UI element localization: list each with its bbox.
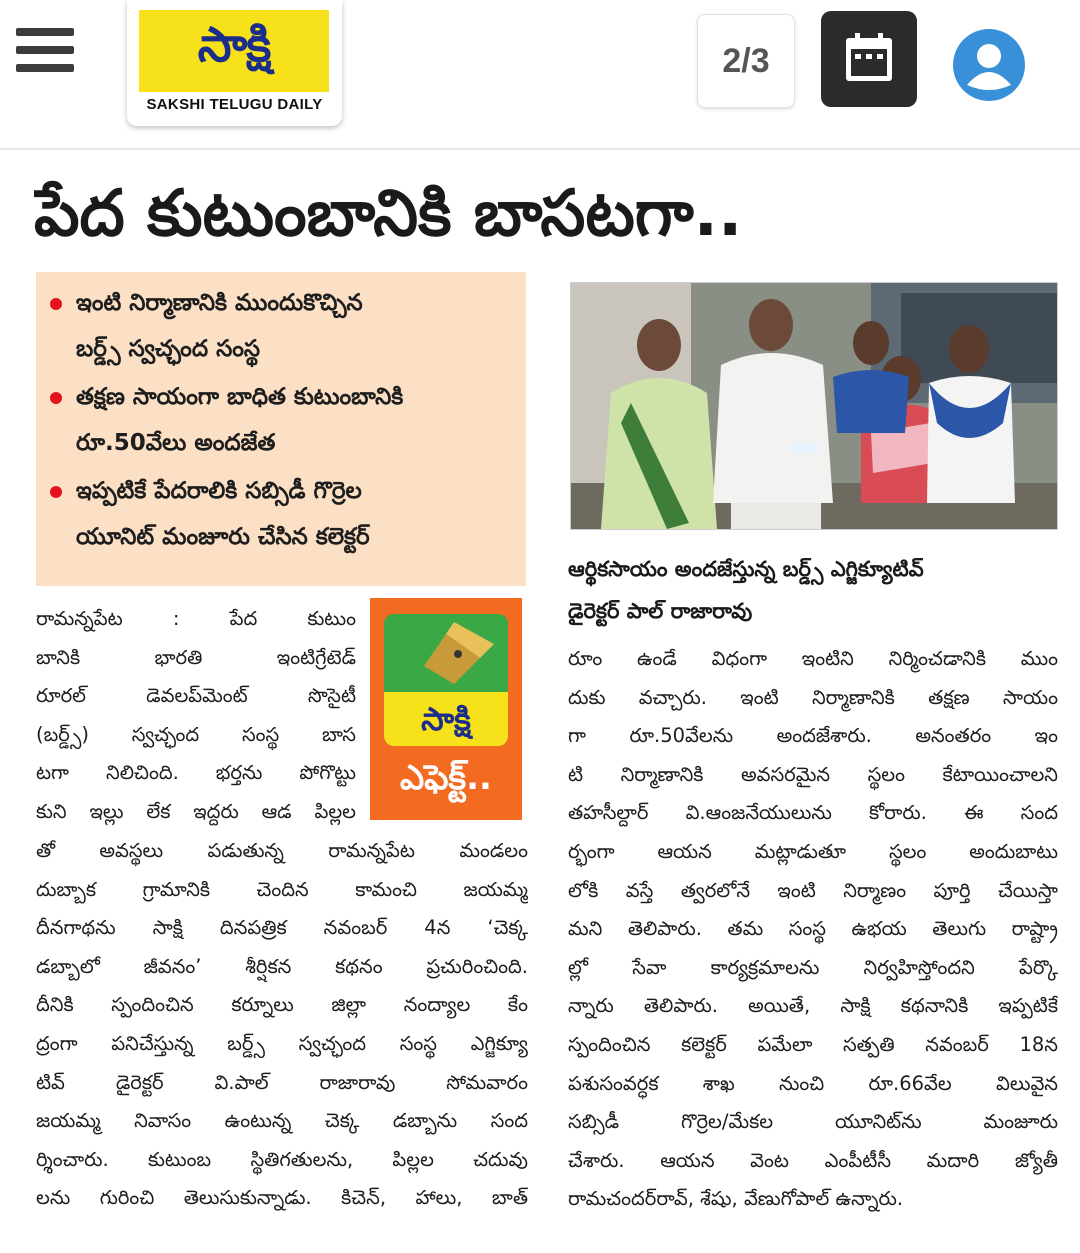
bullet-icon (50, 298, 62, 310)
effect-text: ఎఫెక్ట్.. (400, 758, 492, 798)
body-line: రూరల్ డెవలప్‌మెంట్ సొసైటీ (36, 684, 356, 708)
body-line: డబ్బాలో జీవనం’ శీర్షికన కథనం ప్రచురించింది. (36, 954, 528, 978)
highlight-line: యూనిట్ మంజూరు చేసిన కలెక్టర్ (76, 524, 370, 550)
body-line: ర్భంగా ఆయన మట్లాడుతూ స్థలం అందుబాటు (568, 839, 1058, 863)
article-headline: పేద కుటుంబానికి బాసటగా.. (34, 177, 743, 251)
body-line: ద్రంగా పనిచేస్తున్న బర్డ్స్ స్వచ్ఛంద సంస్థ ఎగ్జిక్యూ (36, 1031, 528, 1055)
body-line: గా రూ.50వేలను అందజేశారు. అనంతరం ఇం (568, 724, 1058, 748)
page-indicator[interactable]: 2/3 (697, 14, 795, 108)
body-line: సబ్సిడీ గొర్రెల/మేకల యూనిట్‌ను మంజూరు (568, 1110, 1058, 1134)
body-line: లోకి వస్తే త్వరలోనే ఇంటి నిర్మాణం పూర్తి చేయిస్తా (568, 878, 1058, 902)
highlight-item (50, 280, 520, 372)
photo-illustration (571, 283, 1057, 529)
highlight-line: తక్షణ సాయంగా బాధిత కుటుంబానికి (76, 384, 404, 410)
sakshi-effect-badge (370, 598, 522, 820)
caption-line: ఆర్థికసాయం అందజేస్తున్న బర్డ్స్ ఎగ్జిక్యూటివ్ (568, 557, 924, 581)
body-line: బానికి భారతి ఇంటిగ్రేటెడ్ (36, 645, 356, 669)
body-line: కుని ఇల్లు లేక ఇద్దరు ఆడ పిల్లల (36, 799, 356, 823)
body-line: రామన్నపేట : పేద కుటుం (36, 607, 356, 630)
body-line: ల్లో సేవా కార్యక్రమాలను నిర్వహిస్తోందని పేర్కొ (568, 955, 1058, 979)
body-line: టి నిర్మాణానికి అవసరమైన స్థలం కేటాయించాలని (568, 762, 1058, 786)
body-line: జయమ్మ నివాసం ఉంటున్న చెక్క డబ్బాను సంద (36, 1109, 528, 1133)
calendar-button[interactable] (821, 11, 917, 107)
highlight-line: బర్డ్స్ స్వచ్ఛంద సంస్థ (76, 336, 261, 362)
article-body-right (568, 640, 1058, 1219)
menu-icon[interactable] (16, 28, 74, 76)
app-header (0, 0, 1080, 150)
article-body-left-top (36, 600, 356, 832)
effect-logo-text: సాక్షి (384, 692, 508, 746)
body-line: ర్శించారు. కుటుంబ స్థితిగతులను, పిల్లల చదువు (36, 1147, 528, 1171)
highlights-box (36, 272, 526, 586)
photo-caption (568, 548, 1056, 632)
body-line: టివ్ డైరెక్టర్ వి.పాల్ రాజారావు సోమవారం (36, 1070, 528, 1094)
logo-badge (139, 10, 329, 92)
highlight-line: రూ.50వేలు అందజేత (76, 430, 276, 456)
article-body-left-bottom (36, 832, 528, 1218)
highlight-line: ఇంటి నిర్మాణానికి ముందుకొచ్చిన (76, 290, 363, 316)
profile-avatar-glyph (953, 29, 1025, 101)
body-line: తో అవస్థలు పడుతున్న రామన్నపేట మండలం (36, 839, 528, 862)
body-line: టగా నిలిచింది. భర్తను పోగొట్టు (36, 761, 356, 785)
body-line: దుకు వచ్చారు. ఇంటి నిర్మాణానికి తక్షణ సాయం (568, 685, 1058, 709)
calendar-icon (843, 31, 895, 83)
logo-text: సాక్షి (197, 17, 271, 73)
pen-nib-icon (384, 614, 508, 694)
caption-line: డైరెక్టర్ పాల్ రాజారావు (568, 599, 753, 623)
article-photo[interactable] (570, 282, 1058, 530)
body-line: దుబ్బాక గ్రామానికి చెందిన కామంచి జయమ్మ (36, 877, 528, 901)
body-line: దీనగాథను సాక్షి దినపత్రిక నవంబర్ 4న ‘చెక్క (36, 916, 528, 940)
logo-subtitle: SAKSHI TELUGU DAILY (146, 96, 323, 113)
body-line: పశుసంవర్ధక శాఖ నుంచి రూ.66వేల విలువైన (568, 1071, 1058, 1095)
bullet-icon (50, 486, 62, 498)
effect-logo-box (384, 614, 508, 746)
highlight-line: ఇప్పటికే పేదరాలికి సబ్సిడీ గొర్రెల (76, 478, 362, 504)
highlight-item (50, 374, 520, 466)
body-line: (బర్డ్స్) స్వచ్ఛంద సంస్థ బాస (36, 722, 356, 746)
highlight-item (50, 468, 520, 560)
body-line: స్పందించిన కలెక్టర్ పమేలా సత్పతి నవంబర్ 18న (568, 1032, 1058, 1056)
body-line: న్నారు తెలిపారు. అయితే, సాక్షి కథనానికి ఇప్పటికే (568, 994, 1058, 1018)
body-line: దీనికి స్పందించిన కర్నూలు జిల్లా నంద్యాల కేం (36, 993, 528, 1017)
sakshi-logo[interactable] (127, 0, 342, 126)
body-line: రామచందర్‌రావ్, శేషు, వేణుగోపాల్ ఉన్నారు. (568, 1187, 904, 1211)
body-line: చేశారు. ఆయన వెంట ఎంపీటీసీ మదారి జ్యోతీ (568, 1148, 1058, 1172)
body-line: రూం ఉండే విధంగా ఇంటిని నిర్మించడానికి ముం (568, 647, 1058, 670)
body-line: లను గురించి తెలుసుకున్నాడు. కిచెన్, హాలు, బాత్ (36, 1186, 528, 1210)
profile-icon[interactable] (953, 29, 1025, 101)
body-line: మని తెలిపారు. తమ సంస్థ ఉభయ తెలుగు రాష్ట్రా (568, 917, 1058, 941)
body-line: తహసీల్దార్ వి.ఆంజనేయులును కోరారు. ఈ సంద (568, 801, 1058, 825)
bullet-icon (50, 392, 62, 404)
